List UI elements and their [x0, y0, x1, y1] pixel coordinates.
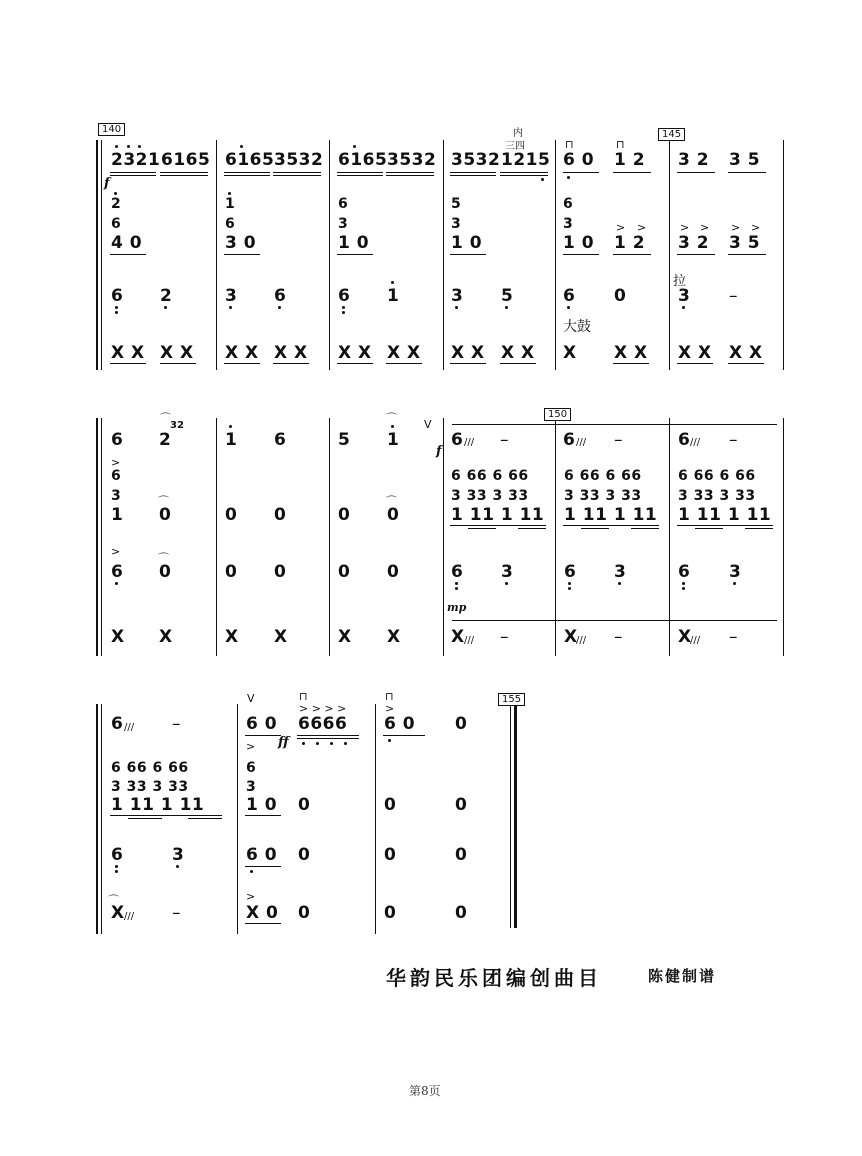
note: 3 — [225, 286, 238, 306]
accent-mark: > — [616, 221, 626, 234]
note: 3 — [729, 562, 742, 582]
note-group: 1 0 — [246, 795, 278, 815]
note: 6 — [274, 286, 287, 306]
technique-text: 拉 — [673, 274, 687, 289]
note-group: 1 0 — [563, 233, 595, 253]
credit-arranger: 陈健制谱 — [648, 967, 717, 985]
chord-note: 6 — [111, 216, 122, 232]
note: 2 — [160, 286, 173, 306]
note: 6 — [563, 430, 576, 450]
note-group: 6 0 — [563, 150, 595, 170]
chord-row: 1 11 1 11 — [564, 505, 658, 525]
chord-note: 6 — [246, 760, 257, 776]
percussion-note: X X — [678, 343, 712, 363]
note-group: 1 2 — [614, 233, 646, 253]
percussion-note: X — [159, 627, 173, 647]
chord-note: 3 — [338, 216, 349, 232]
note: 0 — [159, 562, 172, 582]
tremolo-mark: /// — [464, 437, 475, 448]
chord-row: 1 11 1 11 — [678, 505, 772, 525]
note: 6 — [564, 562, 577, 582]
ornament-text: 三四 — [505, 141, 525, 152]
note-group: 6165 — [225, 150, 275, 170]
chord-row: 1 11 1 11 — [451, 505, 545, 525]
accent-mark: > — [111, 545, 121, 558]
note: 0 — [159, 505, 172, 525]
note-group: 3 2 — [678, 150, 710, 170]
percussion-note: X X — [451, 343, 485, 363]
percussion-note: X — [563, 343, 577, 363]
percussion-note: X X — [729, 343, 763, 363]
note-group: 1 2 — [614, 150, 646, 170]
note: 1 — [387, 430, 400, 450]
note-group: 6 0 — [246, 714, 278, 734]
grace-note: 32 — [170, 420, 184, 431]
note: 3 — [614, 562, 627, 582]
note: 0 — [387, 562, 400, 582]
percussion-note: X 0 — [246, 903, 279, 923]
note: 0 — [387, 505, 400, 525]
note-group: 6666 — [298, 714, 348, 734]
chord-note: 6 — [225, 216, 236, 232]
percussion-note: 0 — [384, 903, 397, 923]
note-group: 6165 — [161, 150, 211, 170]
note: 6 — [451, 430, 464, 450]
chord-row: 6 66 6 66 — [451, 468, 529, 484]
chord-note: 2 — [111, 196, 122, 212]
dynamic-mark: f — [104, 176, 110, 191]
note: 0 — [298, 795, 311, 815]
system-brace — [96, 418, 98, 656]
percussion-note: X — [225, 627, 239, 647]
note: 3 — [501, 562, 514, 582]
system-brace — [96, 704, 98, 934]
note-group: 3532 — [451, 150, 501, 170]
tremolo-mark: /// — [124, 911, 135, 922]
note: 6 — [111, 562, 124, 582]
bowing-mark: ⊓ — [299, 690, 308, 703]
note: 0 — [614, 286, 627, 306]
measure-number: 140 — [98, 123, 125, 136]
bowing-mark: ⊓ — [616, 138, 625, 151]
chord-row: 3 33 3 33 — [111, 779, 189, 795]
note-group: 3 5 — [729, 233, 761, 253]
note-group: 1215 — [501, 150, 551, 170]
note: – — [729, 286, 738, 306]
note: 0 — [455, 845, 468, 865]
tremolo-mark: /// — [464, 635, 475, 646]
note-group: 1 0 — [451, 233, 483, 253]
accent-mark: > — [246, 740, 256, 753]
accent-mark: > — [700, 221, 710, 234]
percussion-note: X — [678, 627, 692, 647]
accent-mark: > — [680, 221, 690, 234]
system-brace — [96, 140, 98, 370]
fermata: ⌒ — [160, 412, 171, 425]
note: 0 — [455, 795, 468, 815]
note: 5 — [501, 286, 514, 306]
note: 6 — [111, 430, 124, 450]
percussion-note: – — [614, 627, 623, 647]
chord-row: 6 66 6 66 — [111, 760, 189, 776]
note-group: 4 0 — [111, 233, 143, 253]
note: 5 — [338, 430, 351, 450]
note: – — [172, 714, 181, 734]
bowing-mark: ⊓ — [565, 138, 574, 151]
chord-note: 3 — [111, 488, 122, 504]
accent-mark: > — [111, 456, 121, 469]
note: 0 — [384, 845, 397, 865]
chord-row: 6 66 6 66 — [564, 468, 642, 484]
percussion-note: X — [274, 627, 288, 647]
note-group: 3532 — [274, 150, 324, 170]
percussion-note: X — [111, 903, 125, 923]
chord-row: 3 33 3 33 — [451, 488, 529, 504]
dynamic-mark: ff — [278, 735, 289, 750]
percussion-note: 0 — [455, 903, 468, 923]
percussion-note: X X — [614, 343, 648, 363]
percussion-note: X X — [111, 343, 145, 363]
percussion-note: 0 — [298, 903, 311, 923]
note: 6 — [338, 286, 351, 306]
fermata: ⌒ — [386, 412, 397, 425]
percussion-note: X X — [338, 343, 372, 363]
chord-note: 3 — [451, 216, 462, 232]
chord-row: 1 11 1 11 — [111, 795, 205, 815]
percussion-note: X X — [274, 343, 308, 363]
chord-note: 6 — [563, 196, 574, 212]
accent-mark: > — [731, 221, 741, 234]
accent-mark: > — [637, 221, 647, 234]
breath-mark: V — [424, 418, 432, 431]
note-group: 3532 — [387, 150, 437, 170]
percussion-note: X — [338, 627, 352, 647]
note: 0 — [384, 795, 397, 815]
final-barline — [510, 706, 511, 928]
note-group: 6 0 — [384, 714, 416, 734]
note: 0 — [225, 562, 238, 582]
note: 6 — [678, 430, 691, 450]
chord-note: 3 — [246, 779, 257, 795]
measure-number: 145 — [658, 128, 685, 141]
chord-note: 6 — [338, 196, 349, 212]
fermata: ⌒ — [158, 495, 169, 508]
note-group: 6 0 — [246, 845, 278, 865]
tremolo-mark: /// — [690, 437, 701, 448]
measure-number: 150 — [544, 408, 571, 421]
note-group: 3 2 — [678, 233, 710, 253]
note: – — [729, 430, 738, 450]
breath-mark: V — [247, 692, 255, 705]
note: 3 — [172, 845, 185, 865]
dynamic-mark: mp — [447, 601, 467, 614]
percussion-note: X — [111, 627, 125, 647]
bowing-mark: ⊓ — [385, 690, 394, 703]
note: – — [500, 430, 509, 450]
percussion-note: X — [387, 627, 401, 647]
note: 6 — [111, 286, 124, 306]
accent-mark: > — [246, 890, 256, 903]
accent-mark: > — [385, 702, 395, 715]
ornament-text: 内 — [513, 128, 523, 139]
page-number: 第8页 — [409, 1084, 441, 1098]
chord-row: 3 33 3 33 — [678, 488, 756, 504]
chord-note: 6 — [111, 468, 122, 484]
note: 6 — [274, 430, 287, 450]
note: 3 — [678, 286, 691, 306]
chord-note: 5 — [451, 196, 462, 212]
dynamic-mark: f — [436, 444, 442, 459]
percussion-note: – — [172, 903, 181, 923]
credit-title: 华韵民乐团编创曲目 — [386, 966, 602, 990]
accent-mark: > — [751, 221, 761, 234]
note: – — [614, 430, 623, 450]
percussion-note: – — [729, 627, 738, 647]
note-group: 3 5 — [729, 150, 761, 170]
percussion-note: – — [500, 627, 509, 647]
chord-note: 3 — [563, 216, 574, 232]
note: 6 — [678, 562, 691, 582]
instrument-label: 大鼓 — [563, 319, 591, 335]
fermata: ⌒ — [386, 495, 397, 508]
note: 1 — [225, 430, 238, 450]
note: 6 — [111, 845, 124, 865]
note-group: 2321 — [111, 150, 161, 170]
note: 0 — [225, 505, 238, 525]
chord-row: 3 33 3 33 — [564, 488, 642, 504]
note: 0 — [338, 562, 351, 582]
measure-number: 155 — [498, 693, 525, 706]
note-group: 3 0 — [225, 233, 257, 253]
chord-note: 1 — [225, 196, 236, 212]
percussion-note: X X — [501, 343, 535, 363]
note: 0 — [274, 505, 287, 525]
note: 6 — [563, 286, 576, 306]
note: 0 — [298, 845, 311, 865]
note: 3 — [451, 286, 464, 306]
note: 0 — [338, 505, 351, 525]
note: 6 — [451, 562, 464, 582]
percussion-note: X — [451, 627, 465, 647]
chord-row: 6 66 6 66 — [678, 468, 756, 484]
percussion-note: X X — [387, 343, 421, 363]
tremolo-mark: /// — [124, 722, 135, 733]
percussion-note: X X — [225, 343, 259, 363]
note: 0 — [274, 562, 287, 582]
note-group: 6165 — [338, 150, 388, 170]
note: 1 — [111, 505, 124, 525]
accent-marks: > > > > — [299, 702, 347, 715]
note-group: 1 0 — [338, 233, 370, 253]
tremolo-mark: /// — [576, 437, 587, 448]
note: 6 — [111, 714, 124, 734]
note: 2 — [159, 430, 172, 450]
note: 1 — [387, 286, 400, 306]
tremolo-mark: /// — [576, 635, 587, 646]
note: 0 — [455, 714, 468, 734]
percussion-note: X X — [160, 343, 194, 363]
tremolo-mark: /// — [690, 635, 701, 646]
fermata: ⌒ — [158, 552, 169, 565]
slur-mark: ⌒ — [108, 894, 119, 907]
percussion-note: X — [564, 627, 578, 647]
